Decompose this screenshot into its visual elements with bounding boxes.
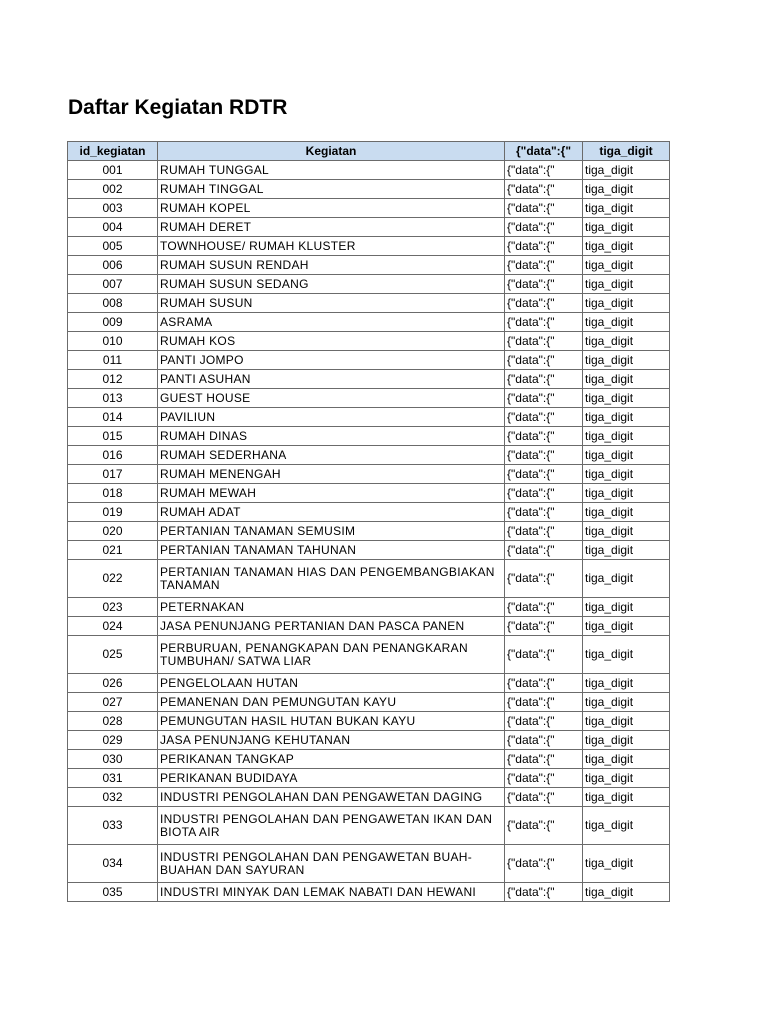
cell-tiga-digit[interactable]: tiga_digit <box>583 389 670 408</box>
cell-id-kegiatan[interactable]: 006 <box>68 256 158 275</box>
cell-kegiatan[interactable]: PERTANIAN TANAMAN TAHUNAN <box>158 541 505 560</box>
cell-kegiatan[interactable]: RUMAH SUSUN <box>158 294 505 313</box>
cell-kegiatan[interactable]: GUEST HOUSE <box>158 389 505 408</box>
cell-id-kegiatan[interactable]: 030 <box>68 750 158 769</box>
cell-data[interactable]: {"data":{" <box>505 389 583 408</box>
cell-kegiatan[interactable]: RUMAH DINAS <box>158 427 505 446</box>
cell-tiga-digit[interactable]: tiga_digit <box>583 750 670 769</box>
cell-data[interactable]: {"data":{" <box>505 161 583 180</box>
cell-id-kegiatan[interactable]: 018 <box>68 484 158 503</box>
cell-data[interactable]: {"data":{" <box>505 199 583 218</box>
cell-tiga-digit[interactable]: tiga_digit <box>583 484 670 503</box>
cell-tiga-digit[interactable]: tiga_digit <box>583 617 670 636</box>
cell-id-kegiatan[interactable]: 014 <box>68 408 158 427</box>
cell-data[interactable]: {"data":{" <box>505 408 583 427</box>
cell-data[interactable]: {"data":{" <box>505 845 583 883</box>
table-row <box>68 218 670 237</box>
cell-kegiatan[interactable]: INDUSTRI PENGOLAHAN DAN PENGAWETAN IKAN DAN BIOTA AIR <box>158 807 505 845</box>
cell-data[interactable]: {"data":{" <box>505 180 583 199</box>
cell-id-kegiatan[interactable]: 013 <box>68 389 158 408</box>
cell-data[interactable]: {"data":{" <box>505 351 583 370</box>
cell-kegiatan[interactable]: RUMAH SUSUN RENDAH <box>158 256 505 275</box>
table-row <box>68 674 670 693</box>
cell-tiga-digit[interactable]: tiga_digit <box>583 256 670 275</box>
table-row <box>68 180 670 199</box>
table-row <box>68 807 670 845</box>
cell-kegiatan[interactable]: JASA PENUNJANG KEHUTANAN <box>158 731 505 750</box>
cell-data[interactable]: {"data":{" <box>505 294 583 313</box>
cell-kegiatan[interactable]: RUMAH SUSUN SEDANG <box>158 275 505 294</box>
cell-tiga-digit[interactable]: tiga_digit <box>583 788 670 807</box>
cell-data[interactable]: {"data":{" <box>505 712 583 731</box>
cell-data[interactable]: {"data":{" <box>505 617 583 636</box>
table-row <box>68 636 670 674</box>
cell-kegiatan[interactable]: PERTANIAN TANAMAN SEMUSIM <box>158 522 505 541</box>
cell-id-kegiatan[interactable]: 007 <box>68 275 158 294</box>
table-row <box>68 845 670 883</box>
cell-tiga-digit[interactable]: tiga_digit <box>583 503 670 522</box>
cell-id-kegiatan[interactable]: 033 <box>68 807 158 845</box>
cell-id-kegiatan[interactable]: 012 <box>68 370 158 389</box>
cell-kegiatan[interactable]: PERTANIAN TANAMAN HIAS DAN PENGEMBANGBIAKAN TANAMAN <box>158 560 505 598</box>
table-row <box>68 313 670 332</box>
table-row <box>68 617 670 636</box>
cell-tiga-digit[interactable]: tiga_digit <box>583 332 670 351</box>
table-row <box>68 161 670 180</box>
cell-kegiatan[interactable]: RUMAH MENENGAH <box>158 465 505 484</box>
cell-data[interactable]: {"data":{" <box>505 427 583 446</box>
cell-tiga-digit[interactable]: tiga_digit <box>583 636 670 674</box>
cell-tiga-digit[interactable]: tiga_digit <box>583 712 670 731</box>
cell-kegiatan[interactable]: RUMAH ADAT <box>158 503 505 522</box>
cell-tiga-digit[interactable]: tiga_digit <box>583 883 670 902</box>
cell-id-kegiatan[interactable]: 026 <box>68 674 158 693</box>
cell-tiga-digit[interactable]: tiga_digit <box>583 769 670 788</box>
cell-data[interactable]: {"data":{" <box>505 522 583 541</box>
cell-tiga-digit[interactable]: tiga_digit <box>583 408 670 427</box>
table-row <box>68 408 670 427</box>
table-row <box>68 465 670 484</box>
cell-tiga-digit[interactable]: tiga_digit <box>583 199 670 218</box>
cell-tiga-digit[interactable]: tiga_digit <box>583 370 670 389</box>
cell-kegiatan[interactable]: PANTI JOMPO <box>158 351 505 370</box>
cell-id-kegiatan[interactable]: 025 <box>68 636 158 674</box>
header-data[interactable]: {"data":{" <box>505 142 583 161</box>
cell-id-kegiatan[interactable]: 024 <box>68 617 158 636</box>
cell-data[interactable]: {"data":{" <box>505 693 583 712</box>
cell-id-kegiatan[interactable]: 005 <box>68 237 158 256</box>
table-row <box>68 712 670 731</box>
cell-id-kegiatan[interactable]: 034 <box>68 845 158 883</box>
cell-kegiatan[interactable]: RUMAH TUNGGAL <box>158 161 505 180</box>
cell-id-kegiatan[interactable]: 009 <box>68 313 158 332</box>
cell-tiga-digit[interactable]: tiga_digit <box>583 845 670 883</box>
cell-tiga-digit[interactable]: tiga_digit <box>583 693 670 712</box>
header-id-kegiatan[interactable]: id_kegiatan <box>68 142 158 161</box>
header-kegiatan[interactable]: Kegiatan <box>158 142 505 161</box>
cell-kegiatan[interactable]: RUMAH SEDERHANA <box>158 446 505 465</box>
cell-tiga-digit[interactable]: tiga_digit <box>583 522 670 541</box>
table-row <box>68 750 670 769</box>
cell-data[interactable]: {"data":{" <box>505 370 583 389</box>
cell-tiga-digit[interactable]: tiga_digit <box>583 180 670 199</box>
cell-kegiatan[interactable]: PENGELOLAAN HUTAN <box>158 674 505 693</box>
cell-tiga-digit[interactable]: tiga_digit <box>583 560 670 598</box>
table-row <box>68 256 670 275</box>
cell-kegiatan[interactable]: JASA PENUNJANG PERTANIAN DAN PASCA PANEN <box>158 617 505 636</box>
table-row <box>68 788 670 807</box>
table-row <box>68 294 670 313</box>
table-row <box>68 522 670 541</box>
cell-kegiatan[interactable]: PAVILIUN <box>158 408 505 427</box>
table-row <box>68 769 670 788</box>
cell-kegiatan[interactable]: PEMUNGUTAN HASIL HUTAN BUKAN KAYU <box>158 712 505 731</box>
cell-id-kegiatan[interactable]: 020 <box>68 522 158 541</box>
cell-id-kegiatan[interactable]: 023 <box>68 598 158 617</box>
table-row <box>68 332 670 351</box>
cell-data[interactable]: {"data":{" <box>505 237 583 256</box>
cell-id-kegiatan[interactable]: 001 <box>68 161 158 180</box>
cell-id-kegiatan[interactable]: 028 <box>68 712 158 731</box>
cell-kegiatan[interactable]: PANTI ASUHAN <box>158 370 505 389</box>
cell-id-kegiatan[interactable]: 016 <box>68 446 158 465</box>
cell-data[interactable]: {"data":{" <box>505 731 583 750</box>
table-row <box>68 598 670 617</box>
table-row <box>68 541 670 560</box>
cell-data[interactable]: {"data":{" <box>505 598 583 617</box>
cell-data[interactable]: {"data":{" <box>505 769 583 788</box>
cell-id-kegiatan[interactable]: 008 <box>68 294 158 313</box>
cell-tiga-digit[interactable]: tiga_digit <box>583 237 670 256</box>
cell-data[interactable]: {"data":{" <box>505 256 583 275</box>
cell-data[interactable]: {"data":{" <box>505 503 583 522</box>
cell-data[interactable]: {"data":{" <box>505 332 583 351</box>
cell-id-kegiatan[interactable]: 035 <box>68 883 158 902</box>
cell-tiga-digit[interactable]: tiga_digit <box>583 351 670 370</box>
table-row <box>68 237 670 256</box>
cell-tiga-digit[interactable]: tiga_digit <box>583 807 670 845</box>
cell-id-kegiatan[interactable]: 017 <box>68 465 158 484</box>
cell-kegiatan[interactable]: RUMAH KOPEL <box>158 199 505 218</box>
cell-tiga-digit[interactable]: tiga_digit <box>583 446 670 465</box>
cell-id-kegiatan[interactable]: 002 <box>68 180 158 199</box>
cell-id-kegiatan[interactable]: 022 <box>68 560 158 598</box>
cell-data[interactable]: {"data":{" <box>505 807 583 845</box>
table-row <box>68 275 670 294</box>
cell-kegiatan[interactable]: PERIKANAN TANGKAP <box>158 750 505 769</box>
table-row <box>68 427 670 446</box>
cell-id-kegiatan[interactable]: 003 <box>68 199 158 218</box>
cell-data[interactable]: {"data":{" <box>505 541 583 560</box>
table-header-row <box>68 142 670 161</box>
table-row <box>68 351 670 370</box>
cell-data[interactable]: {"data":{" <box>505 446 583 465</box>
table-row <box>68 389 670 408</box>
cell-id-kegiatan[interactable]: 011 <box>68 351 158 370</box>
cell-kegiatan[interactable]: INDUSTRI PENGOLAHAN DAN PENGAWETAN BUAH-BUAHAN DAN SAYURAN <box>158 845 505 883</box>
cell-kegiatan[interactable]: ASRAMA <box>158 313 505 332</box>
cell-kegiatan[interactable]: INDUSTRI MINYAK DAN LEMAK NABATI DAN HEWANI <box>158 883 505 902</box>
cell-id-kegiatan[interactable]: 010 <box>68 332 158 351</box>
cell-tiga-digit[interactable]: tiga_digit <box>583 427 670 446</box>
cell-kegiatan[interactable]: PERIKANAN BUDIDAYA <box>158 769 505 788</box>
cell-data[interactable]: {"data":{" <box>505 750 583 769</box>
cell-data[interactable]: {"data":{" <box>505 883 583 902</box>
cell-id-kegiatan[interactable]: 015 <box>68 427 158 446</box>
table-row <box>68 484 670 503</box>
kegiatan-table <box>67 141 670 902</box>
cell-tiga-digit[interactable]: tiga_digit <box>583 465 670 484</box>
page-title: Daftar Kegiatan RDTR <box>68 96 288 119</box>
cell-tiga-digit[interactable]: tiga_digit <box>583 161 670 180</box>
cell-data[interactable]: {"data":{" <box>505 788 583 807</box>
table-row <box>68 731 670 750</box>
cell-id-kegiatan[interactable]: 031 <box>68 769 158 788</box>
header-tiga-digit[interactable]: tiga_digit <box>583 142 670 161</box>
cell-id-kegiatan[interactable]: 021 <box>68 541 158 560</box>
cell-kegiatan[interactable]: RUMAH KOS <box>158 332 505 351</box>
table-row <box>68 883 670 902</box>
cell-id-kegiatan[interactable]: 032 <box>68 788 158 807</box>
cell-kegiatan[interactable]: RUMAH MEWAH <box>158 484 505 503</box>
cell-id-kegiatan[interactable]: 027 <box>68 693 158 712</box>
cell-data[interactable]: {"data":{" <box>505 313 583 332</box>
cell-kegiatan[interactable]: INDUSTRI PENGOLAHAN DAN PENGAWETAN DAGING <box>158 788 505 807</box>
cell-id-kegiatan[interactable]: 029 <box>68 731 158 750</box>
cell-data[interactable]: {"data":{" <box>505 484 583 503</box>
cell-id-kegiatan[interactable]: 004 <box>68 218 158 237</box>
table-body <box>68 161 670 902</box>
cell-tiga-digit[interactable]: tiga_digit <box>583 674 670 693</box>
cell-data[interactable]: {"data":{" <box>505 218 583 237</box>
cell-data[interactable]: {"data":{" <box>505 275 583 294</box>
cell-kegiatan[interactable]: RUMAH DERET <box>158 218 505 237</box>
cell-id-kegiatan[interactable]: 019 <box>68 503 158 522</box>
cell-kegiatan[interactable]: PERBURUAN, PENANGKAPAN DAN PENANGKARAN TUMBUHAN/ SATWA LIAR <box>158 636 505 674</box>
cell-tiga-digit[interactable]: tiga_digit <box>583 275 670 294</box>
cell-data[interactable]: {"data":{" <box>505 636 583 674</box>
table-row <box>68 370 670 389</box>
table-row <box>68 560 670 598</box>
cell-data[interactable]: {"data":{" <box>505 674 583 693</box>
cell-tiga-digit[interactable]: tiga_digit <box>583 598 670 617</box>
cell-kegiatan[interactable]: RUMAH TINGGAL <box>158 180 505 199</box>
cell-tiga-digit[interactable]: tiga_digit <box>583 294 670 313</box>
table-row <box>68 693 670 712</box>
cell-tiga-digit[interactable]: tiga_digit <box>583 731 670 750</box>
cell-kegiatan[interactable]: PEMANENAN DAN PEMUNGUTAN KAYU <box>158 693 505 712</box>
cell-data[interactable]: {"data":{" <box>505 560 583 598</box>
table-row <box>68 199 670 218</box>
table-row <box>68 446 670 465</box>
cell-kegiatan[interactable]: TOWNHOUSE/ RUMAH KLUSTER <box>158 237 505 256</box>
cell-tiga-digit[interactable]: tiga_digit <box>583 313 670 332</box>
cell-tiga-digit[interactable]: tiga_digit <box>583 541 670 560</box>
cell-kegiatan[interactable]: PETERNAKAN <box>158 598 505 617</box>
cell-tiga-digit[interactable]: tiga_digit <box>583 218 670 237</box>
table-row <box>68 503 670 522</box>
cell-data[interactable]: {"data":{" <box>505 465 583 484</box>
